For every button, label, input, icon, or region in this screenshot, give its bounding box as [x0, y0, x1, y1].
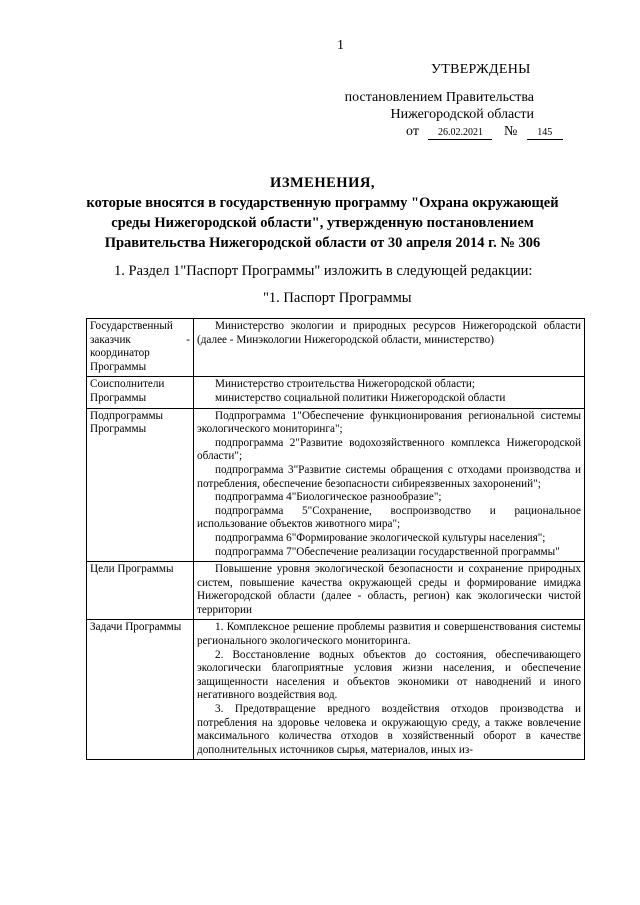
number-sign: № — [503, 124, 518, 139]
row-paragraph: Министерство экологии и природных ресурсов Нижегородской области (далее - Минэкологии Нижегородской области, министерство) — [197, 320, 581, 346]
approval-decree — [345, 89, 534, 123]
passport-table-body — [87, 319, 585, 760]
row-paragraph: подпрограмма 5"Сохранение, воспроизводство и рациональное использование объектов животного мира"; — [197, 504, 581, 531]
row-paragraph: министерство социальной политики Нижегородской области — [215, 391, 506, 404]
row-paragraph: Повышение уровня экологической безопасности и сохранение природных систем, повышение качества окружающей среды и формирование имиджа Нижегородской области (далее - область, регион) как экологически чистой территории — [197, 563, 581, 616]
amendment-item-1: 1. Раздел 1"Паспорт Программы" изложить в следующей редакции: — [114, 263, 533, 279]
row-label: Государственный заказчик - координатор Программы — [87, 319, 194, 377]
row-paragraph: 3. Предотвращение вредного воздействия отходов производства и потребления на здоровье человека и окружающую среду, а также вовлечение максимального количества отходов в хозяйственный оборот в качестве дополнительных источников сырья, материалов, иных из- — [197, 703, 581, 756]
row-content — [194, 620, 585, 760]
document-title — [70, 173, 575, 253]
row-paragraph: 2. Восстановление водных объектов до состояния, обеспечивающего экологически благоприятные условия жизни населения, и обеспечение защищенности населения и объектов экономики от наводнений и иного негативного воздействия вод. — [197, 648, 581, 702]
date-prefix: от — [406, 124, 419, 139]
row-paragraph: подпрограмма 2"Развитие водохозяйственного комплекса Нижегородской области"; — [197, 436, 581, 463]
table-row — [87, 377, 585, 408]
table-row — [87, 620, 585, 760]
page-number: 1 — [337, 38, 344, 53]
row-label: Задачи Программы — [87, 620, 194, 760]
approval-date: 26.02.2021 — [428, 127, 492, 140]
row-paragraph: подпрограмма 6"Формирование экологической культуры населения"; — [215, 531, 546, 544]
row-paragraph: подпрограмма 4"Биологическое разнообразие"; — [215, 491, 442, 504]
row-label: Цели Программы — [87, 562, 194, 620]
row-paragraph: подпрограмма 7"Обеспечение реализации государственной программы" — [215, 545, 560, 558]
row-label: Соисполнители Программы — [87, 377, 194, 408]
approval-date-line — [406, 124, 563, 140]
passport-heading: "1. Паспорт Программы — [263, 290, 412, 306]
decree-line-2: Нижегородской области — [390, 107, 534, 122]
row-paragraph: Подпрограмма 1"Обеспечение функционирования региональной системы экологического мониторинга"; — [197, 409, 581, 436]
row-paragraph: подпрограмма 3"Развитие системы обращения с отходами производства и потребления, обеспечение безопасности сибиреязвенных захоронений"; — [197, 463, 581, 490]
row-paragraph: 1. Комплексное решение проблемы развития и совершенствования системы регионального экологического мониторинга. — [197, 621, 581, 648]
approval-number: 145 — [527, 127, 563, 140]
title-line-1: ИЗМЕНЕНИЯ, — [270, 175, 375, 191]
row-content — [194, 562, 585, 620]
table-row — [87, 408, 585, 562]
row-paragraph: Министерство строительства Нижегородской области; — [215, 378, 476, 391]
table-row — [87, 319, 585, 377]
approval-stamp: УТВЕРЖДЕНЫ — [431, 62, 531, 77]
decree-line-1: постановлением Правительства — [344, 90, 534, 105]
row-content — [194, 377, 585, 408]
row-content — [194, 319, 585, 377]
title-line-2: которые вносятся в государственную программу "Охрана окружающей среды Нижегородской области", утвержденную постановлением Правительства Нижегородской области от 30 апреля 2014 г. № 306 — [86, 195, 559, 251]
passport-table — [86, 318, 585, 760]
row-label: Подпрограммы Программы — [87, 408, 194, 562]
row-content — [194, 408, 585, 562]
table-row — [87, 562, 585, 620]
